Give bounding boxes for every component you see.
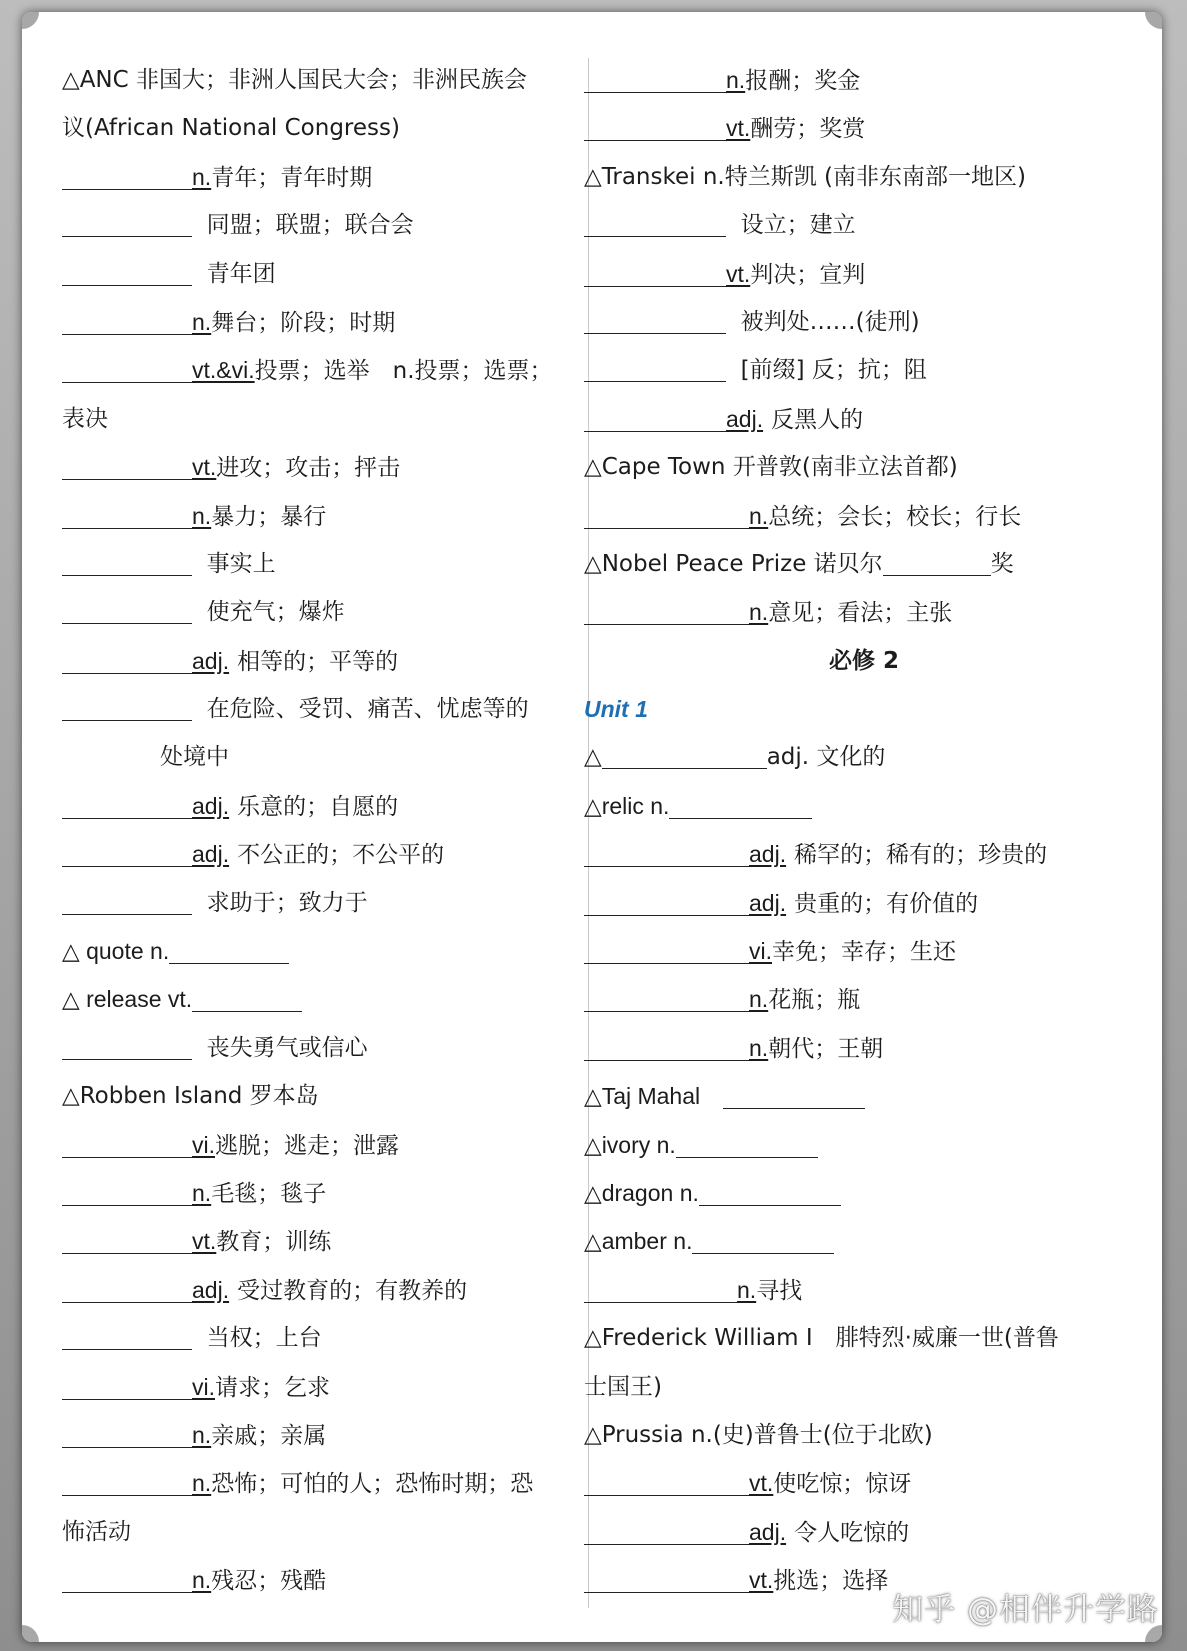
gloss: 事实上 — [206, 550, 276, 577]
answer-blank[interactable] — [62, 694, 192, 721]
vocab-line — [584, 492, 1144, 540]
answer-blank[interactable] — [584, 355, 726, 382]
answer-blank[interactable] — [883, 549, 991, 576]
right-column — [584, 56, 1144, 1605]
vocab-line — [584, 153, 1144, 201]
answer-blank[interactable] — [62, 163, 192, 190]
part-of-speech: adj. — [749, 1518, 787, 1545]
vocab-line — [584, 1217, 1144, 1265]
gloss: 舞台；阶段；时期 — [211, 309, 396, 336]
vocab-line — [584, 201, 1144, 249]
part-of-speech: n. — [749, 1034, 769, 1061]
answer-blank[interactable] — [62, 210, 192, 237]
part-of-speech: vt. — [726, 260, 751, 287]
gloss: 丧失勇气或信心 — [206, 1034, 368, 1061]
gloss: 酬劳；奖赏 — [750, 116, 866, 143]
vocab-line — [62, 830, 582, 878]
unit-title: Unit 1 — [584, 696, 648, 723]
prefix-text: △ — [584, 744, 602, 771]
part-of-speech: n. — [749, 502, 769, 529]
vocab-line — [62, 685, 582, 733]
vocab-line — [584, 104, 1144, 152]
line-text: 议(African National Congress) — [62, 115, 400, 142]
gloss: 青年；青年时期 — [211, 164, 373, 191]
prefix-text: △Nobel Peace Prize 诺贝尔 — [584, 550, 883, 577]
section-heading: 必修 2 — [828, 647, 899, 674]
part-of-speech: n. — [192, 1470, 212, 1497]
gloss: 幸免；幸存；生还 — [772, 939, 956, 966]
vocab-line — [584, 733, 1144, 781]
vocab-line — [62, 637, 582, 685]
vocab-line — [62, 56, 582, 104]
gloss: 花瓶；瓶 — [768, 987, 861, 1014]
vocab-line — [584, 1169, 1144, 1217]
gloss: 恐怖；可怕的人；恐怖时期；恐 — [211, 1471, 534, 1498]
gloss: 相等的；平等的 — [237, 648, 399, 675]
vocab-line — [62, 153, 582, 201]
answer-blank[interactable] — [62, 597, 192, 624]
part-of-speech: n. — [192, 163, 212, 190]
suffix-text: 奖 — [990, 550, 1014, 577]
vocab-line — [62, 104, 582, 152]
part-of-speech: n. — [192, 1421, 212, 1448]
vocab-line — [62, 1314, 582, 1362]
vocab-line — [62, 1217, 582, 1265]
vocab-line — [584, 879, 1144, 927]
vocab-line — [584, 443, 1144, 491]
vocab-line — [584, 975, 1144, 1023]
vocab-line — [62, 1024, 582, 1072]
corner-notch — [1145, 12, 1162, 29]
answer-blank[interactable] — [62, 1131, 192, 1158]
gloss: 报酬；奖金 — [745, 68, 861, 94]
answer-blank[interactable] — [584, 889, 749, 916]
line-text: △ANC 非国大；非洲人国民大会；非洲民族会 — [62, 67, 527, 93]
vocab-line — [584, 1121, 1144, 1169]
vocab-line — [62, 395, 582, 443]
answer-blank[interactable] — [584, 405, 726, 432]
gloss: 受过教育的；有教养的 — [237, 1277, 468, 1304]
gloss: 进攻；攻击；抨击 — [216, 455, 401, 482]
answer-blank[interactable] — [584, 937, 749, 964]
part-of-speech: adj. — [192, 647, 230, 674]
vocab-line — [62, 879, 582, 927]
vocab-line — [62, 1508, 582, 1556]
answer-blank[interactable] — [62, 1469, 192, 1496]
gloss: 在危险、受罚、痛苦、忧虑等的 — [206, 696, 529, 723]
vocab-line — [62, 201, 582, 249]
part-of-speech: n. — [192, 502, 212, 529]
answer-blank[interactable] — [62, 1179, 192, 1206]
part-of-speech: vi. — [749, 938, 772, 965]
line-text: △Frederick William I 腓特烈·威廉一世(普鲁 — [584, 1325, 1059, 1352]
line-text: 怖活动 — [62, 1518, 131, 1545]
vocab-line — [584, 1266, 1144, 1314]
gloss: [前缀] 反；抗；阻 — [740, 357, 927, 384]
prefix-text: △ release vt. — [62, 986, 193, 1013]
answer-blank[interactable] — [584, 260, 726, 287]
gloss: 使充气；爆炸 — [206, 599, 345, 626]
left-column — [62, 56, 582, 1605]
gloss: 毛毯；毯子 — [211, 1180, 327, 1207]
prefix-text: △Taj Mahal — [584, 1083, 724, 1110]
vocab-line — [62, 927, 582, 975]
vocab-line — [584, 637, 1144, 685]
vocab-line — [584, 1314, 1144, 1362]
vocab-line — [62, 443, 582, 491]
part-of-speech: n. — [726, 67, 746, 93]
answer-blank[interactable] — [602, 742, 767, 769]
line-text: △Cape Town 开普敦(南非立法首都) — [584, 454, 958, 481]
corner-notch — [22, 1625, 39, 1642]
answer-blank[interactable] — [62, 840, 192, 867]
worksheet-page — [22, 12, 1162, 1642]
vocab-line — [584, 346, 1144, 394]
part-of-speech: n. — [737, 1276, 757, 1303]
gloss: 总统；会长；校长；行长 — [768, 503, 1022, 530]
part-of-speech: adj. — [749, 889, 787, 916]
answer-blank[interactable] — [584, 1276, 737, 1303]
vocab-line — [62, 492, 582, 540]
vocab-line — [62, 782, 582, 830]
line-text: 表决 — [62, 405, 108, 432]
vocab-line — [62, 588, 582, 636]
line-text: 处境中 — [160, 744, 229, 771]
vocab-line — [584, 1072, 1144, 1120]
vocab-line — [62, 1169, 582, 1217]
prefix-text: △amber n. — [584, 1228, 693, 1255]
gloss: 意见；看法；主张 — [768, 600, 953, 627]
part-of-speech: adj. — [192, 792, 230, 819]
gloss: 亲戚；亲属 — [211, 1422, 327, 1449]
answer-blank[interactable] — [584, 1034, 749, 1061]
part-of-speech: n. — [749, 986, 769, 1013]
vocab-line — [62, 1072, 582, 1120]
answer-blank[interactable] — [676, 1131, 818, 1158]
part-of-speech: adj. — [192, 841, 230, 868]
answer-blank[interactable] — [169, 937, 289, 964]
prefix-text: △ quote n. — [62, 938, 170, 965]
part-of-speech: vt. — [749, 1470, 774, 1497]
answer-blank[interactable] — [584, 1566, 749, 1593]
answer-blank[interactable] — [584, 598, 749, 625]
gloss: 教育；训练 — [216, 1229, 332, 1256]
answer-blank[interactable] — [584, 502, 749, 529]
part-of-speech: vt. — [192, 454, 217, 481]
vocab-line — [62, 1411, 582, 1459]
answer-blank[interactable] — [62, 453, 192, 480]
vocab-line — [62, 346, 582, 394]
gloss: 青年团 — [206, 260, 276, 287]
suffix-text: adj. 文化的 — [766, 744, 886, 771]
gloss: 被判处……(徒刑) — [740, 308, 920, 335]
corner-notch — [22, 12, 39, 29]
vocab-line — [584, 250, 1144, 298]
answer-blank[interactable] — [669, 792, 812, 819]
part-of-speech: n. — [192, 1179, 212, 1206]
vocab-line — [584, 830, 1144, 878]
line-text: 士国王) — [584, 1373, 662, 1400]
vocab-line — [62, 975, 582, 1023]
part-of-speech: n. — [192, 1567, 212, 1594]
answer-blank[interactable] — [62, 308, 192, 335]
gloss: 不公正的；不公平的 — [237, 842, 445, 869]
answer-blank[interactable] — [584, 1469, 749, 1496]
answer-blank[interactable] — [584, 840, 749, 867]
part-of-speech: vt. — [726, 115, 751, 142]
vocab-line — [584, 1508, 1144, 1556]
part-of-speech: vi. — [192, 1131, 215, 1158]
answer-blank[interactable] — [584, 985, 749, 1012]
answer-blank[interactable] — [62, 1276, 192, 1303]
answer-blank[interactable] — [584, 1518, 749, 1545]
gloss: 投票；选举 n.投票；选票； — [254, 358, 553, 385]
gloss: 稀罕的；稀有的；珍贵的 — [794, 842, 1048, 869]
vocab-line — [584, 927, 1144, 975]
answer-blank[interactable] — [62, 1421, 192, 1448]
vocab-line — [62, 1266, 582, 1314]
answer-blank[interactable] — [62, 1033, 192, 1060]
vocab-line — [584, 1024, 1144, 1072]
vocab-line — [584, 1363, 1144, 1411]
vocab-line — [584, 298, 1144, 346]
answer-blank[interactable] — [62, 502, 192, 529]
part-of-speech: adj. — [726, 405, 764, 432]
part-of-speech: adj. — [749, 841, 787, 868]
answer-blank[interactable] — [584, 114, 726, 141]
part-of-speech: adj. — [192, 1276, 230, 1303]
gloss: 残忍；残酷 — [211, 1568, 327, 1595]
answer-blank[interactable] — [62, 1227, 192, 1254]
vocab-line — [584, 685, 1144, 733]
answer-blank[interactable] — [62, 259, 192, 286]
part-of-speech: vi. — [192, 1373, 215, 1400]
line-text: △Transkei n.特兰斯凯 (南非东南部一地区) — [584, 163, 1026, 190]
gloss: 请求；乞求 — [215, 1374, 330, 1401]
answer-blank[interactable] — [62, 1566, 192, 1593]
vocab-line — [62, 1121, 582, 1169]
vocab-line — [62, 250, 582, 298]
answer-blank[interactable] — [62, 888, 192, 915]
vocab-line — [584, 56, 1144, 104]
vocab-line — [62, 1556, 582, 1604]
vocab-line — [584, 1459, 1144, 1507]
vocab-line — [62, 1363, 582, 1411]
gloss: 同盟；联盟；联合会 — [206, 212, 414, 239]
answer-blank[interactable] — [62, 1373, 192, 1400]
vocab-line — [62, 540, 582, 588]
vocab-line — [584, 540, 1144, 588]
answer-blank[interactable] — [62, 356, 192, 383]
answer-blank[interactable] — [699, 1179, 841, 1206]
part-of-speech: vt. — [749, 1567, 774, 1594]
gloss: 寻找 — [756, 1277, 803, 1304]
gloss: 求助于；致力于 — [206, 889, 368, 916]
gloss: 令人吃惊的 — [794, 1519, 910, 1546]
part-of-speech: n. — [192, 308, 212, 335]
answer-blank[interactable] — [62, 549, 192, 576]
answer-blank[interactable] — [584, 66, 726, 93]
gloss: 乐意的；自愿的 — [237, 793, 399, 820]
vocab-line — [62, 1459, 582, 1507]
gloss: 挑选；选择 — [773, 1568, 889, 1595]
part-of-speech: vt.&vi. — [192, 357, 255, 384]
watermark: 知乎 @相伴升学路 — [892, 1592, 1159, 1628]
vocab-line — [584, 1411, 1144, 1459]
gloss: 设立；建立 — [740, 212, 856, 239]
line-text: △Prussia n.(史)普鲁士(位于北欧) — [584, 1421, 933, 1448]
answer-blank[interactable] — [62, 792, 192, 819]
vocab-line — [62, 733, 582, 781]
answer-blank[interactable] — [692, 1227, 834, 1254]
gloss: 贵重的；有价值的 — [794, 890, 979, 917]
prefix-text: △ivory n. — [584, 1131, 676, 1158]
answer-blank[interactable] — [62, 1323, 192, 1350]
gloss: 当权；上台 — [206, 1325, 322, 1352]
answer-blank[interactable] — [584, 210, 726, 237]
gloss: 使吃惊；惊讶 — [773, 1471, 912, 1498]
vocab-line — [584, 588, 1144, 636]
vocab-line — [584, 782, 1144, 830]
line-text: △Robben Island 罗本岛 — [62, 1083, 319, 1110]
vocab-line — [584, 395, 1144, 443]
gloss: 朝代；王朝 — [768, 1035, 884, 1062]
vocab-line — [62, 298, 582, 346]
answer-blank[interactable] — [723, 1082, 865, 1109]
answer-blank[interactable] — [62, 647, 192, 674]
gloss: 逃脱；逃走；泄露 — [215, 1132, 399, 1159]
prefix-text: △relic n. — [584, 792, 670, 819]
part-of-speech: vt. — [192, 1228, 217, 1255]
gloss: 暴力；暴行 — [211, 503, 327, 530]
prefix-text: △dragon n. — [584, 1179, 699, 1206]
gloss: 判决；宣判 — [750, 261, 866, 288]
answer-blank[interactable] — [192, 985, 302, 1012]
gloss: 反黑人的 — [771, 406, 864, 433]
part-of-speech: n. — [749, 599, 769, 626]
answer-blank[interactable] — [584, 307, 726, 334]
